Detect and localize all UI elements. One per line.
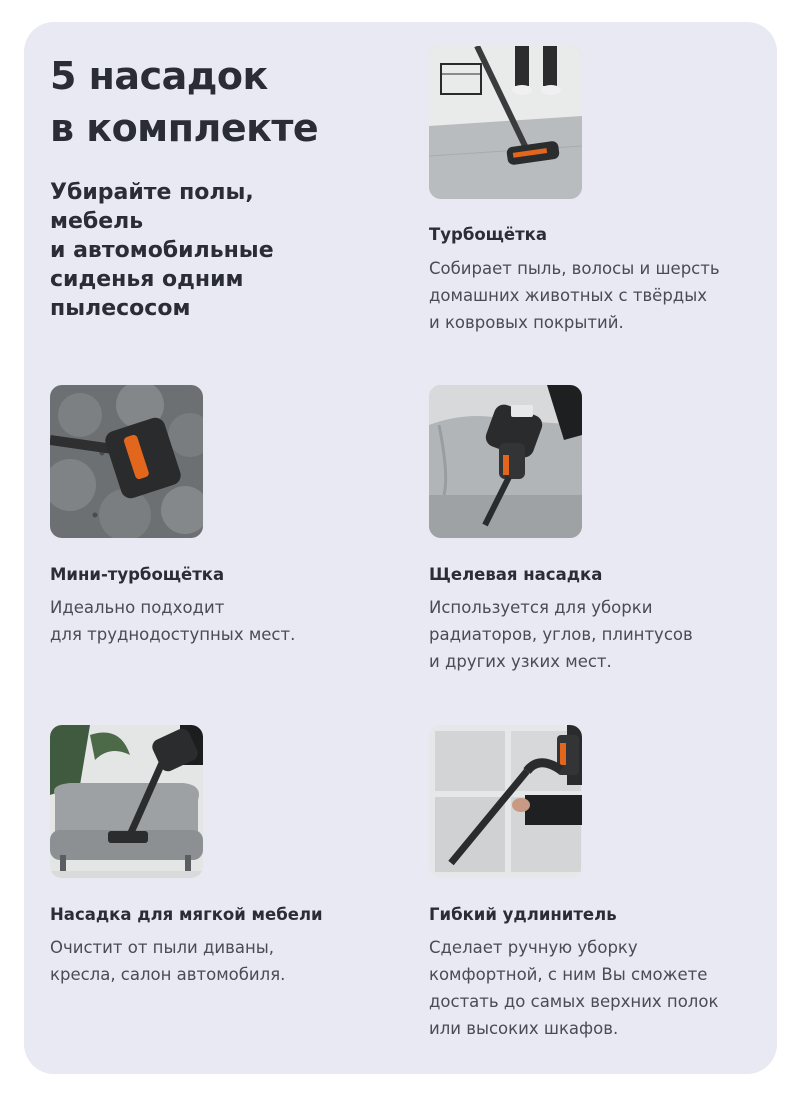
flexible-extension-photo xyxy=(429,725,582,878)
item-title: Щелевая насадка xyxy=(429,565,603,584)
page-subtitle: Убирайте полы, мебель и автомобильные сиденья одним пылесосом xyxy=(50,180,274,321)
upholstery-tool-photo xyxy=(50,725,203,878)
item-description: Используется для уборки радиаторов, углов, плинтусов и других узких мест. xyxy=(429,598,693,671)
item-title: Турбощётка xyxy=(429,225,548,244)
item-title: Гибкий удлинитель xyxy=(429,905,617,924)
item-description: Сделает ручную уборку комфортной, с ним Вы сможете достать до самых верхних полок или высоких шкафов. xyxy=(429,938,719,1038)
mini-turbo-brush-photo xyxy=(50,385,203,538)
turbo-brush-photo xyxy=(429,46,582,199)
item-description: Идеально подходит для труднодоступных мест. xyxy=(50,598,296,644)
item-description: Собирает пыль, волосы и шерсть домашних животных с твёрдых и ковровых покрытий. xyxy=(429,259,720,332)
item-title: Мини-турбощётка xyxy=(50,565,225,584)
item-description: Очистит от пыли диваны, кресла, салон автомобиля. xyxy=(50,938,286,984)
page-title: 5 насадок в комплекте xyxy=(50,54,319,150)
item-title: Насадка для мягкой мебели xyxy=(50,905,323,924)
crevice-tool-photo xyxy=(429,385,582,538)
